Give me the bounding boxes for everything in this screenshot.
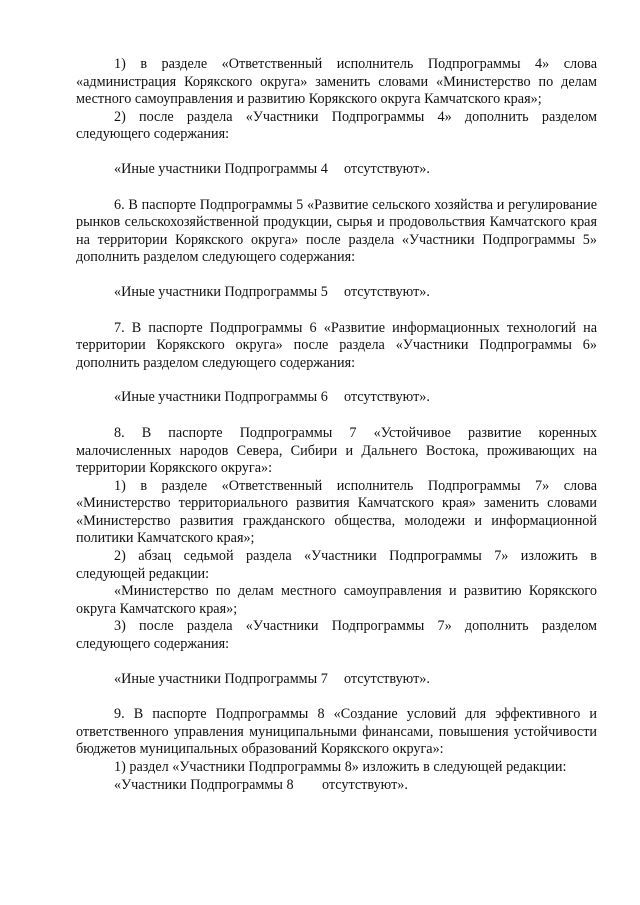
spacer [76, 407, 597, 425]
spacer [76, 654, 597, 671]
definition-value: отсутствуют». [322, 776, 408, 793]
definition-row-4 [76, 161, 597, 179]
paragraph-8-1: 1) в разделе «Ответственный исполнитель Подпрограммы 7» слова «Министерство территориального развития Камчатского края» заменить словами «Министерство развития гражданского общества, молодежи и информационной политики Камчатского края»; [76, 477, 597, 547]
definition-row-8 [76, 777, 597, 795]
spacer [76, 302, 597, 320]
paragraph-9: 9. В паспорте Подпрограммы 8 «Создание условий для эффективного и ответственного управления муниципальными финансами, повышения устойчивости бюджетов муниципальных образований Корякского округа»: [76, 706, 597, 758]
paragraph-6: 6. В паспорте Подпрограммы 5 «Развитие сельского хозяйства и регулирование рынков сельскохозяйственной продукции, сырья и продовольствия Камчатского края на территории Корякского округа» после раздела «Участники Подпрограммы 5» дополнить разделом следующего содержания: [76, 196, 597, 266]
paragraph-8: 8. В паспорте Подпрограммы 7 «Устойчивое развитие коренных малочисленных народов Севера, Сибири и Дальнего Востока, проживающих на территории Корякского округа»: [76, 424, 597, 477]
paragraph-8-2: 2) абзац седьмой раздела «Участники Подпрограммы 7» изложить в следующей редакции: [76, 548, 597, 582]
paragraph-9-1: 1) раздел «Участники Подпрограммы 8» изложить в следующей редакции: [114, 759, 567, 775]
document-page [76, 56, 597, 794]
definition-value: отсутствуют». [344, 283, 430, 300]
definition-term: «Иные участники Подпрограммы 7 [114, 670, 328, 687]
definition-value: отсутствуют». [344, 670, 430, 687]
paragraph-8-3: 3) после раздела «Участники Подпрограммы 7» дополнить разделом следующего содержания: [76, 618, 597, 653]
spacer [76, 372, 597, 389]
definition-term: «Иные участники Подпрограммы 6 [114, 389, 328, 406]
paragraph-7: 7. В паспорте Подпрограммы 6 «Развитие информационных технологий на территории Корякского округа» после раздела «Участники Подпрограммы 6» дополнить разделом следующего содержания: [76, 319, 597, 371]
definition-row-6 [76, 389, 597, 407]
spacer [76, 267, 597, 284]
definition-term: «Иные участники Подпрограммы 5 [114, 283, 328, 300]
paragraph-4-2: 2) после раздела «Участники Подпрограммы 4» дополнить разделом следующего содержания: [76, 108, 597, 143]
definition-value: отсутствуют». [344, 389, 430, 406]
paragraph-4-1: 1) в разделе «Ответственный исполнитель Подпрограммы 4» слова «администрация Корякского округа» заменить словами «Министерство по делам местного самоуправления и развитию Корякского округа Камчатского края»; [76, 56, 597, 108]
paragraph-8-2-text: «Министерство по делам местного самоуправления и развитию Корякского округа Камчатского края»; [76, 583, 597, 617]
definition-value: отсутствуют». [344, 160, 430, 177]
spacer [76, 179, 597, 197]
definition-term: «Участники Подпрограммы 8 [114, 776, 294, 793]
definition-term: «Иные участники Подпрограммы 4 [114, 160, 328, 177]
definition-row-7 [76, 671, 597, 689]
spacer [76, 688, 597, 706]
definition-row-5 [76, 284, 597, 302]
spacer [76, 144, 597, 161]
